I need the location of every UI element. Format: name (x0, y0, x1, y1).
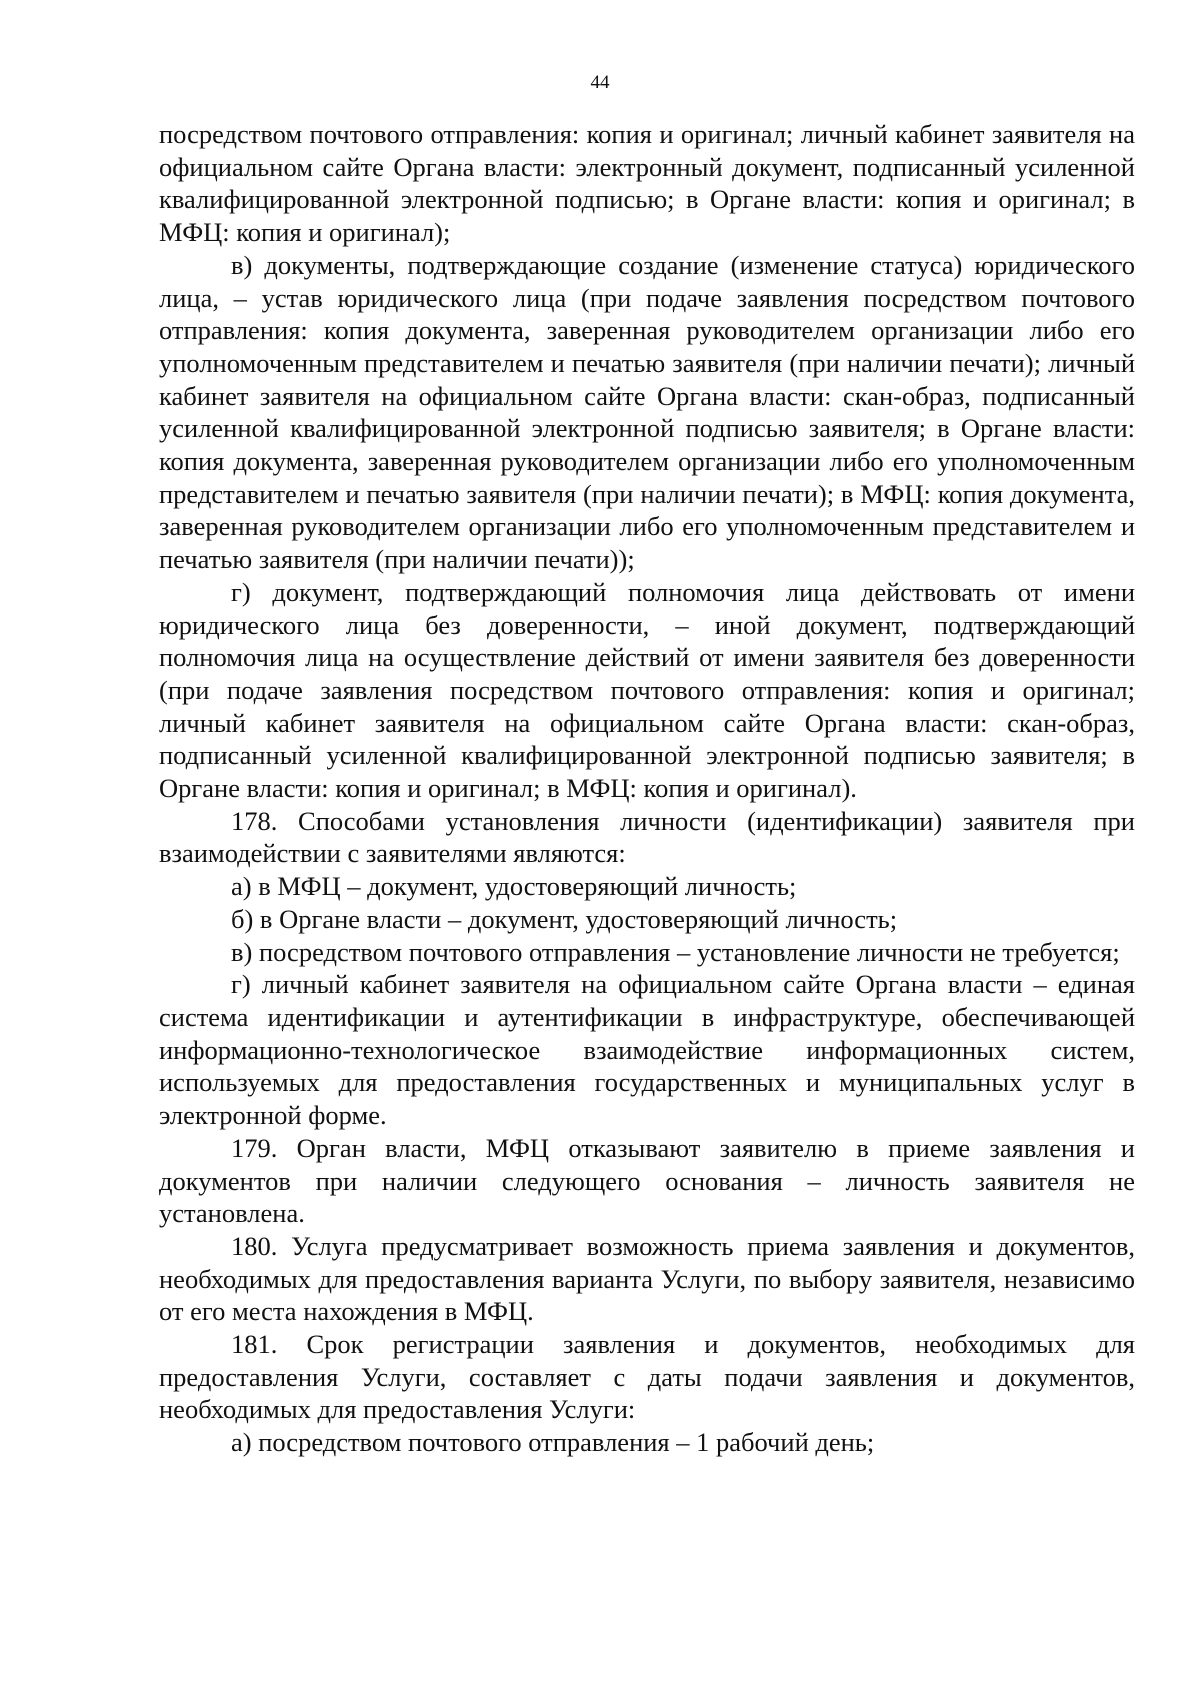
document-body (159, 118, 1135, 1459)
paragraph-178-g: г) личный кабинет заявителя на официальном сайте Органа власти – единая система идентификации и аутентификации в инфраструктуре, обеспечивающей информационно-технологическое взаимодействие информационных систем, используемых для предоставления государственных и муниципальных услуг в электронной форме. (159, 969, 1135, 1131)
paragraph-180: 180. Услуга предусматривает возможность приема заявления и документов, необходимых для предоставления варианта Услуги, по выбору заявителя, независимо от его места нахождения в МФЦ. (159, 1230, 1135, 1327)
paragraph-item-v: в) документы, подтверждающие создание (изменение статуса) юридического лица, – устав юридического лица (при подаче заявления посредством почтового отправления: копия документа, заверенная руководителем организации либо его уполномоченным представителем и печатью заявителя (при наличии печати); личный кабинет заявителя на официальном сайте Органа власти: скан-образ, подписанный усиленной квалифицированной электронной подписью заявителя; в Органе власти: копия документа, заверенная руководителем организации либо его уполномоченным представителем и печатью заявителя (при наличии печати); в МФЦ: копия документа, заверенная руководителем организации либо его уполномоченным представителем и печатью заявителя (при наличии печати)); (159, 249, 1135, 575)
paragraph-178-v: в) посредством почтового отправления – установление личности не требуется; (231, 936, 1120, 967)
paragraph-179: 179. Орган власти, МФЦ отказывают заявителю в приеме заявления и документов при наличии следующего основания – личность заявителя не установлена. (159, 1132, 1135, 1229)
paragraph-181-a: а) посредством почтового отправления – 1 рабочий день; (231, 1427, 875, 1458)
paragraph-item-g: г) документ, подтверждающий полномочия лица действовать от имени юридического лица без доверенности, – иной документ, подтверждающий полномочия лица на осуществление действий от имени заявителя без доверенности (при подаче заявления посредством почтового отправления: копия и оригинал; личный кабинет заявителя на официальном сайте Органа власти: скан-образ, подписанный усиленной квалифицированной электронной подписью заявителя; в Органе власти: копия и оригинал; в МФЦ: копия и оригинал). (159, 576, 1135, 804)
paragraph-178-b: б) в Органе власти – документ, удостоверяющий личность; (231, 903, 898, 934)
paragraph-continuation: посредством почтового отправления: копия и оригинал; личный кабинет заявителя на официальном сайте Органа власти: электронный документ, подписанный усиленной квалифицированной электронной подписью; в Органе власти: копия и оригинал; в МФЦ: копия и оригинал); (159, 119, 1135, 248)
paragraph-178: 178. Способами установления личности (идентификации) заявителя при взаимодействии с заявителями являются: (159, 805, 1135, 869)
paragraph-181: 181. Срок регистрации заявления и документов, необходимых для предоставления Услуги, составляет с даты подачи заявления и документов, необходимых для предоставления Услуги: (159, 1329, 1135, 1425)
page-number: 44 (590, 72, 610, 93)
paragraph-178-a: а) в МФЦ – документ, удостоверяющий личность; (231, 871, 797, 902)
